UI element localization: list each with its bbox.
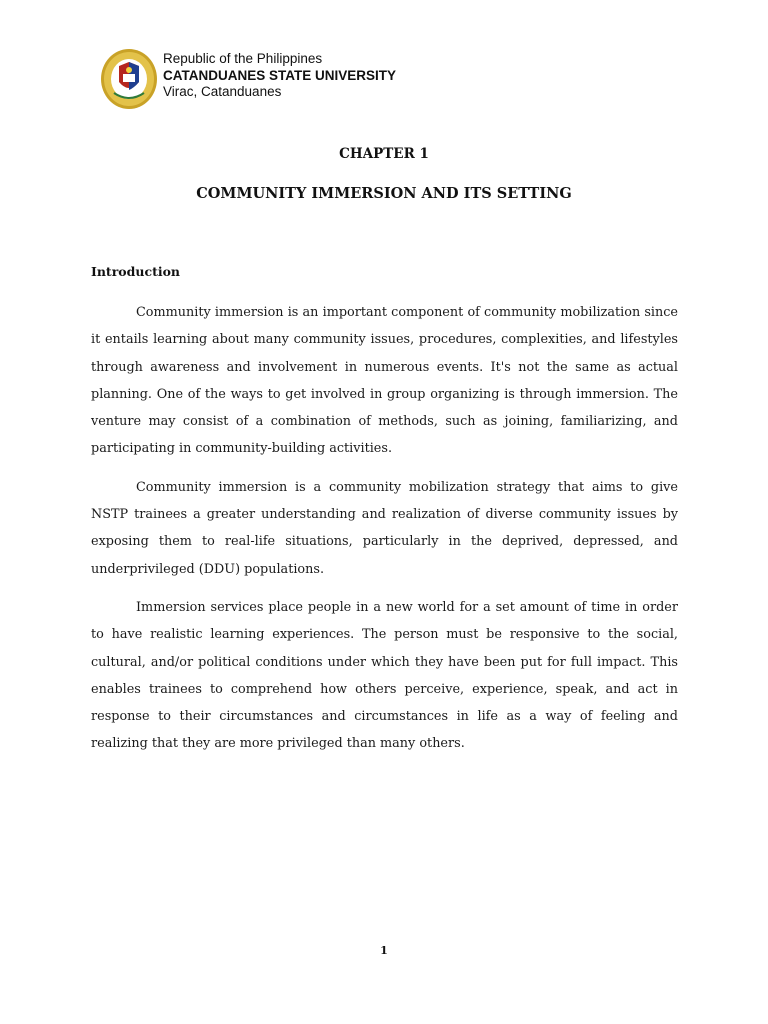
section-heading: Introduction (91, 264, 181, 279)
header-text-block (163, 51, 463, 101)
paragraph: Community immersion is an important component of community mobilization since it entails learning about many community issues, procedures, complexities, and lifestyles through awareness and involvement in numerous events. It's not the same as actual planning. One of the ways to get involved in group organizing is through immersion. The venture may consist of a combination of methods, such as joining, familiarizing, and participating in community-building activities. (91, 305, 678, 457)
body-text (91, 299, 678, 769)
chapter-label: CHAPTER 1 (339, 146, 429, 162)
header-location: Virac, Catanduanes (163, 84, 282, 99)
page-number: 1 (380, 944, 388, 957)
university-seal-icon (100, 48, 158, 110)
paragraph: Immersion services place people in a new world for a set amount of time in order to have realistic learning experiences. The person must be responsive to the social, cultural, and/or political conditions under which they have been put for full impact. This enables trainees to comprehend how others perceive, experience, speak, and act in response to their circumstances and circumstances in life as a way of feeling and realizing that they are more privileged than many others. (91, 599, 678, 752)
paragraph: Community immersion is a community mobilization strategy that aims to give NSTP trainees a greater understanding and realization of diverse community issues by exposing them to real-life situations, particularly in the deprived, depressed, and underprivileged (DDU) populations. (91, 479, 678, 577)
header-university-name: CATANDUANES STATE UNIVERSITY (163, 67, 397, 83)
header-republic: Republic of the Philippines (163, 51, 323, 66)
chapter-title: COMMUNITY IMMERSION AND ITS SETTING (196, 185, 572, 202)
